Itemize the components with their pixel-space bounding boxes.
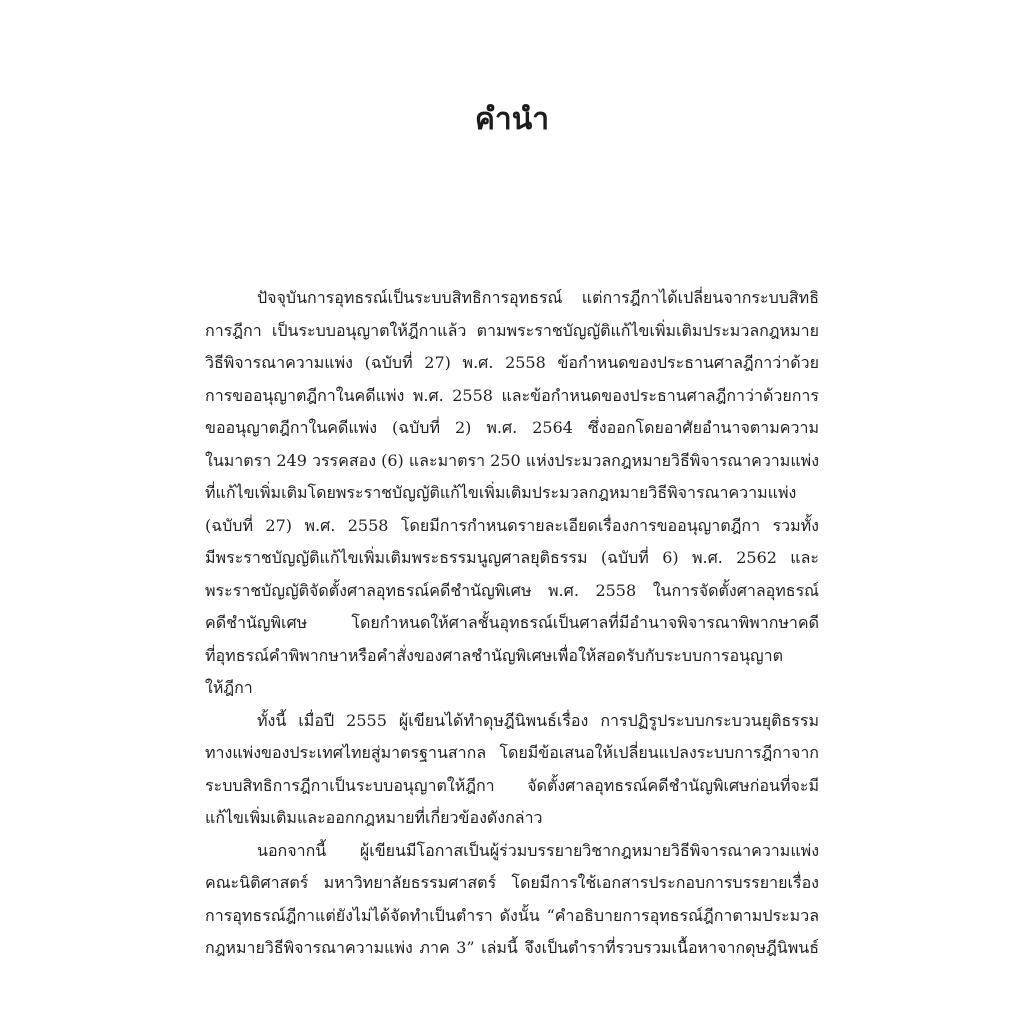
paragraph-1-line-2: การฎีกา เป็นระบบอนุญาตให้ฎีกาแล้ว ตามพระราชบัญญัติแก้ไขเพิ่มเติมประมวลกฎหมาย bbox=[205, 320, 819, 340]
paragraph-1-line-3: วิธีพิจารณาความแพ่ง (ฉบับที่ 27) พ.ศ. 2558 ข้อกำหนดของประธานศาลฎีกาว่าด้วย bbox=[205, 353, 819, 372]
paragraph-1-line-4: การขออนุญาตฎีกาในคดีแพ่ง พ.ศ. 2558 และข้อกำหนดของประธานศาลฎีกาว่าด้วยการ bbox=[205, 385, 819, 405]
paragraph-1-line-6: ในมาตรา 249 วรรคสอง (6) และมาตรา 250 แห่งประมวลกฎหมายวิธีพิจารณาความแพ่ง bbox=[205, 450, 819, 470]
paragraph-1-line-11: คดีชำนัญพิเศษ โดยกำหนดให้ศาลชั้นอุทธรณ์เป็นศาลที่มีอำนาจพิจารณาพิพากษาคดี bbox=[205, 613, 819, 632]
body-text bbox=[205, 282, 819, 965]
paragraph-1-line-8: (ฉบับที่ 27) พ.ศ. 2558 โดยมีการกำหนดรายละเอียดเรื่องการขออนุญาตฎีกา รวมทั้ง bbox=[205, 515, 819, 535]
paragraph-3-line-3: การอุทธรณ์ฎีกาแต่ยังไม่ได้จัดทำเป็นตำรา ดังนั้น “คำอธิบายการอุทธรณ์ฎีกาตามประมวล bbox=[205, 905, 819, 925]
paragraph-3-line-1: นอกจากนี้ ผู้เขียนมีโอกาสเป็นผู้ร่วมบรรยายวิชากฎหมายวิธีพิจารณาความแพ่ง bbox=[257, 840, 819, 860]
paragraph-2-line-3: ระบบสิทธิการฎีกาเป็นระบบอนุญาตให้ฎีกา จัดตั้งศาลอุทธรณ์คดีชำนัญพิเศษก่อนที่จะมี bbox=[205, 775, 819, 795]
paragraph-1-line-1: ปัจจุบันการอุทธรณ์เป็นระบบสิทธิการอุทธรณ์ แต่การฎีกาได้เปลี่ยนจากระบบสิทธิ bbox=[257, 288, 819, 307]
paragraph-1-line-7: ที่แก้ไขเพิ่มเติมโดยพระราชบัญญัติแก้ไขเพิ่มเติมประมวลกฎหมายวิธีพิจารณาความแพ่ง bbox=[205, 483, 797, 502]
paragraph-1-line-9: มีพระราชบัญญัติแก้ไขเพิ่มเติมพระธรรมนูญศาลยุติธรรม (ฉบับที่ 6) พ.ศ. 2562 และ bbox=[205, 548, 819, 567]
paragraph-1-line-5: ขออนุญาตฎีกาในคดีแพ่ง (ฉบับที่ 2) พ.ศ. 2564 ซึ่งออกโดยอาศัยอำนาจตามความ bbox=[205, 418, 819, 437]
paragraph-3-line-4: กฎหมายวิธีพิจารณาความแพ่ง ภาค 3” เล่มนี้ จึงเป็นตำราที่รวบรวมเนื้อหาจากดุษฎีนิพนธ์ bbox=[205, 938, 819, 957]
paragraph-2-line-2: ทางแพ่งของประเทศไทยสู่มาตรฐานสากล โดยมีข้อเสนอให้เปลี่ยนแปลงระบบการฎีกาจาก bbox=[205, 743, 819, 762]
paragraph-2-line-4: แก้ไขเพิ่มเติมและออกกฎหมายที่เกี่ยวข้องดังกล่าว bbox=[205, 808, 543, 827]
paragraph-1-line-10: พระราชบัญญัติจัดตั้งศาลอุทธรณ์คดีชำนัญพิเศษ พ.ศ. 2558 ในการจัดตั้งศาลอุทธรณ์ bbox=[205, 580, 819, 600]
paragraph-1-line-13: ให้ฎีกา bbox=[205, 678, 253, 697]
paragraph-2-line-1: ทั้งนี้ เมื่อปี 2555 ผู้เขียนได้ทำดุษฎีนิพนธ์เรื่อง การปฏิรูประบบกระบวนยุติธรรม bbox=[257, 710, 819, 730]
paragraph-1-line-12: ที่อุทธรณ์คำพิพากษาหรือคำสั่งของศาลชำนัญพิเศษเพื่อให้สอดรับกับระบบการอนุญาต bbox=[205, 645, 784, 665]
paragraph-3-line-2: คณะนิติศาสตร์ มหาวิทยาลัยธรรมศาสตร์ โดยมีการใช้เอกสารประกอบการบรรยายเรื่อง bbox=[205, 873, 819, 892]
page-title: คำนำ bbox=[474, 102, 550, 137]
